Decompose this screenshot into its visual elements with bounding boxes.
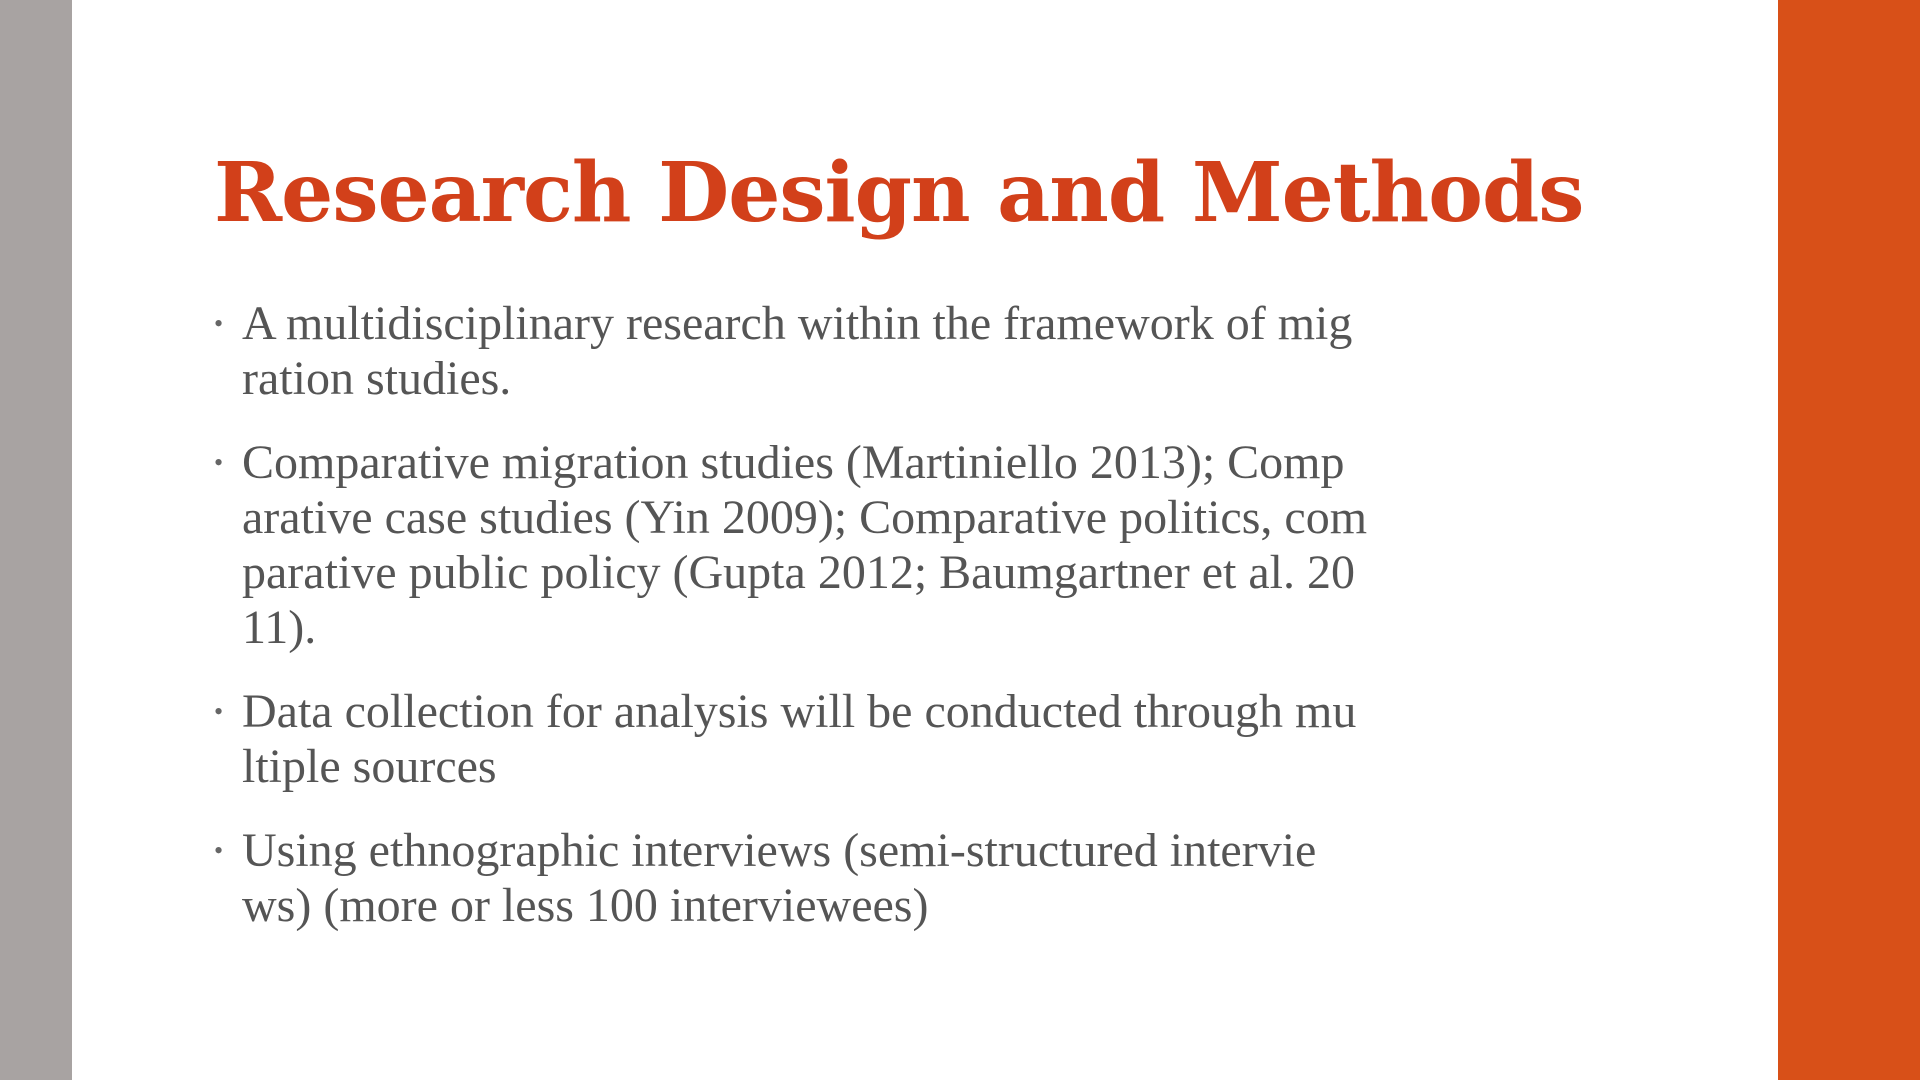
bullet-text-line: ration studies. (242, 352, 512, 405)
bullet-item-interviews (214, 823, 1544, 933)
bullet-icon: • (214, 697, 224, 726)
bullet-text-line: ltiple sources (242, 740, 497, 793)
bullet-icon: • (214, 836, 224, 865)
bullet-text-line: Using ethnographic interviews (semi-structured intervie (242, 824, 1317, 877)
bullet-item-multidisciplinary (214, 296, 1544, 406)
bullet-text-line: A multidisciplinary research within the framework of mig (242, 297, 1353, 350)
bullet-text-line: arative case studies (Yin 2009); Comparative politics, com (242, 491, 1368, 544)
bullet-text-line: ws) (more or less 100 interviewees) (242, 879, 929, 932)
bullet-icon: • (214, 448, 224, 477)
bullet-item-data-collection (214, 684, 1544, 794)
bullet-text-line: 11). (242, 601, 317, 654)
bullet-text-line: Comparative migration studies (Martiniello 2013); Comp (242, 436, 1345, 489)
bullet-text-line: parative public policy (Gupta 2012; Baumgartner et al. 20 (242, 546, 1355, 599)
right-accent-bar (1778, 0, 1920, 1080)
bullet-text-line: Data collection for analysis will be conducted through mu (242, 685, 1357, 738)
bullet-list (214, 296, 1544, 962)
left-accent-bar (0, 0, 72, 1080)
bullet-icon: • (214, 309, 224, 338)
slide-title: Research Design and Methods (214, 145, 1584, 241)
bullet-item-comparative-studies (214, 435, 1544, 655)
